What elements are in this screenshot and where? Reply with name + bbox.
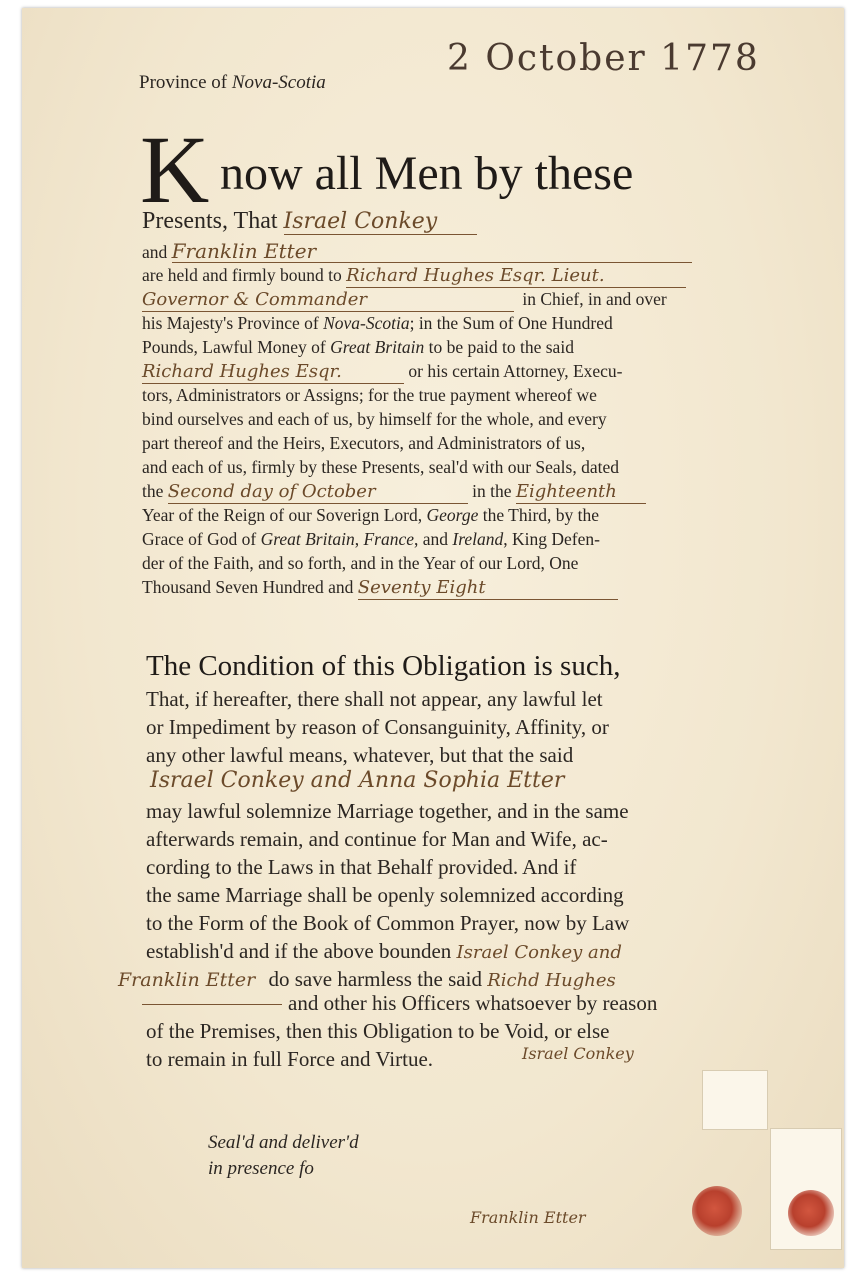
witness-line-2: in presence fo <box>208 1158 314 1179</box>
line14-d: France <box>363 529 414 549</box>
drop-cap <box>140 116 230 223</box>
bond-line-14 <box>142 528 600 550</box>
obligee-title: Governor & Commander <box>142 289 514 312</box>
condition-line-13: of the Premises, then this Obligation to be Void, or else <box>146 1019 610 1043</box>
line5-c: ; in the Sum of One Hundred <box>409 313 613 333</box>
bond-line-6 <box>142 336 574 358</box>
bond-line-12 <box>142 480 646 504</box>
condition-line-10 <box>146 938 622 966</box>
line6-b: Great Britain <box>330 337 425 357</box>
in-the-text: in the <box>472 481 512 501</box>
province-label: Province of <box>139 72 228 93</box>
thousand-text: Thousand Seven Hundred and <box>142 577 354 597</box>
bond-line-7 <box>142 360 623 384</box>
day-dated: Second day of October <box>168 481 468 504</box>
line14-f: Ireland <box>452 529 504 549</box>
attorney-text: or his certain Attorney, Execu- <box>408 361 623 381</box>
condition-line-9: to the Form of the Book of Common Prayer, now by Law <box>146 911 630 935</box>
save-harmless-text: do save harmless the said <box>268 967 482 991</box>
province-name: Nova-Scotia <box>231 72 326 93</box>
wax-seal-right <box>788 1190 834 1236</box>
and-label: and <box>142 242 168 262</box>
obligee-name-2: Richard Hughes Esqr. <box>142 361 404 384</box>
richard-hughes-short: Richd Hughes <box>487 970 616 991</box>
bond-line-15: der of the Faith, and so forth, and in the Year of our Lord, One <box>142 553 579 573</box>
line5-b: Nova-Scotia <box>323 313 410 333</box>
condition-line-14: to remain in full Force and Virtue. <box>146 1047 434 1071</box>
line14-b: Great Britain <box>260 529 355 549</box>
line14-g: , King Defen- <box>503 529 600 549</box>
line14-c: , <box>354 529 364 549</box>
witness-line-1: Seal'd and deliver'd <box>208 1132 359 1153</box>
bond-line-1 <box>142 206 477 237</box>
signature-franklin-etter: Franklin Etter <box>470 1208 586 1227</box>
bond-line-3 <box>142 264 686 288</box>
condition-line-1: That, if hereafter, there shall not appear, any lawful let <box>146 687 603 711</box>
condition-heading: The Condition of this Obligation is such, <box>146 650 621 682</box>
condition-line-12: and other his Officers whatsoever by reason <box>288 991 658 1015</box>
wax-seal-left <box>692 1186 742 1236</box>
year-written: Seventy Eight <box>358 577 618 600</box>
seal-tab-upper <box>702 1070 768 1130</box>
bond-line-9: bind ourselves and each of us, by himself for the whole, and every <box>142 409 607 429</box>
established-text: establish'd and if the above bounden <box>146 939 452 963</box>
signature-israel-conkey: Israel Conkey <box>522 1044 634 1063</box>
couple-names: Israel Conkey and Anna Sophia Etter <box>150 768 565 793</box>
the-text: the <box>142 481 164 501</box>
condition-line-7: cording to the Laws in that Behalf provided. And if <box>146 855 577 879</box>
line5-a: his Majesty's Province of <box>142 313 324 333</box>
obligor-name: Israel Conkey <box>284 209 478 235</box>
regnal-year: Eighteenth <box>516 481 646 504</box>
bond-line-11: and each of us, firmly by these Presents, seal'd with our Seals, dated <box>142 457 619 477</box>
bond-line-2 <box>142 240 692 263</box>
condition-line-3: any other lawful means, whatever, but that the said <box>146 743 574 767</box>
bond-line-13 <box>142 504 599 526</box>
obligee-name: Richard Hughes Esqr. Lieut. <box>346 265 686 288</box>
condition-line-2: or Impediment by reason of Consanguinity, Affinity, or <box>146 715 609 739</box>
presents-that: Presents, That <box>142 208 278 234</box>
line13-c: the Third, by the <box>478 505 600 525</box>
bond-line-5 <box>142 312 613 334</box>
surety-name-2: Franklin Etter <box>118 969 256 991</box>
bond-line-16 <box>142 576 618 600</box>
line6-c: to be paid to the said <box>424 337 574 357</box>
held-bound-text: are held and firmly bound to <box>142 265 342 285</box>
line6-a: Pounds, Lawful Money of <box>142 337 331 357</box>
witness-block <box>208 1130 359 1182</box>
bond-line-8: tors, Administrators or Assigns; for the true payment whereof we <box>142 385 597 405</box>
document-sheet <box>22 8 844 1268</box>
condition-line-8: the same Marriage shall be openly solemnized according <box>146 883 624 907</box>
line13-a: Year of the Reign of our Soverign Lord, <box>142 505 427 525</box>
surety-name: Franklin Etter <box>172 240 692 263</box>
bounden-names: Israel Conkey and <box>456 942 622 963</box>
line14-a: Grace of God of <box>142 529 261 549</box>
drop-cap-letter: K <box>140 116 210 223</box>
document-title: now all Men by these <box>220 147 634 200</box>
in-chief-text: in Chief, in and over <box>522 289 667 309</box>
line13-b: George <box>426 505 479 525</box>
bond-line-4 <box>142 288 667 312</box>
blank-underline <box>142 1004 282 1005</box>
line14-e: , and <box>414 529 453 549</box>
handwritten-date: 2 October 1778 <box>447 38 760 79</box>
condition-line-6: afterwards remain, and continue for Man and Wife, ac- <box>146 827 608 851</box>
bond-line-10: part thereof and the Heirs, Executors, and Administrators of us, <box>142 433 586 453</box>
province-header <box>139 72 326 94</box>
condition-line-5: may lawful solemnize Marriage together, and in the same <box>146 799 629 823</box>
